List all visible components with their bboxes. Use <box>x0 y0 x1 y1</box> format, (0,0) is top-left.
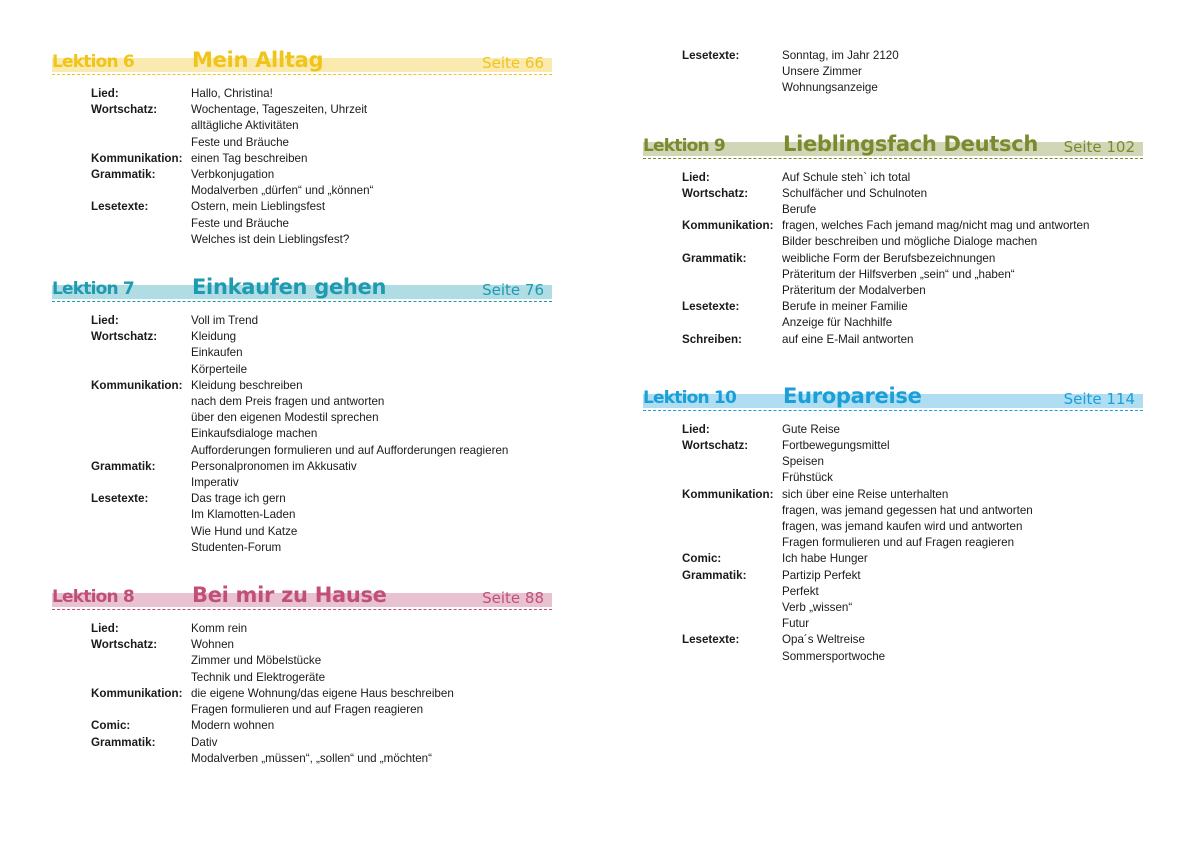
topic-row <box>643 48 1143 97</box>
topic-items <box>782 632 1143 664</box>
lesson-number: Lektion 6 <box>52 52 134 72</box>
topic-items <box>191 491 552 556</box>
topic-item: weibliche Form der Berufsbezeichnungen <box>782 251 996 265</box>
topic-label: Kommunikation: <box>682 487 774 501</box>
topic-item: Personalpronomen im Akkusativ <box>191 459 357 473</box>
header-dashed-rule <box>52 609 552 610</box>
continuation-section <box>643 48 1143 97</box>
topic-item: sich über eine Reise unterhalten <box>782 487 949 501</box>
topic-row <box>643 218 1143 250</box>
topic-row <box>52 151 552 167</box>
lesson-section <box>52 583 552 767</box>
topic-row <box>52 718 552 734</box>
topic-row <box>52 329 552 378</box>
topic-label: Kommunikation: <box>91 686 183 700</box>
topic-item: einen Tag beschreiben <box>191 151 308 165</box>
topic-item: Dativ <box>191 735 218 749</box>
topic-item: Schulfächer und Schulnoten <box>782 186 928 200</box>
topic-items <box>782 186 1143 218</box>
lesson-section <box>52 48 552 248</box>
topic-label: Wortschatz: <box>91 638 158 652</box>
topic-item: Frühstück <box>782 471 833 485</box>
topic-item: Kleidung <box>191 330 237 344</box>
topic-label: Lesetexte: <box>682 633 740 647</box>
topic-items <box>782 487 1143 552</box>
topic-row <box>52 102 552 151</box>
lesson-page: Seite 114 <box>1063 389 1135 408</box>
lesson-number: Lektion 8 <box>52 587 134 608</box>
topic-item: Im Klamotten-Laden <box>191 508 296 522</box>
topic-label: Lesetexte: <box>91 492 149 506</box>
left-column <box>52 48 552 767</box>
topic-row <box>643 438 1143 487</box>
topic-item: Technik und Elektrogeräte <box>191 670 326 684</box>
lesson-title: Mein Alltag <box>192 48 324 72</box>
topic-items <box>191 378 552 459</box>
topic-row <box>643 332 1143 348</box>
topic-item: Zimmer und Möbelstücke <box>191 654 322 668</box>
topic-item: Speisen <box>782 455 824 469</box>
topic-label: Grammatik: <box>91 735 156 749</box>
topic-item: Berufe <box>782 203 817 217</box>
topic-label: Lied: <box>91 314 119 328</box>
topic-item: Aufforderungen formulieren und auf Aufforderungen reagieren <box>191 443 509 457</box>
topic-item: auf eine E-Mail antworten <box>782 332 914 346</box>
topic-item: Körperteile <box>191 362 248 376</box>
topic-item: Modalverben „dürfen“ und „können“ <box>191 184 374 198</box>
topic-items <box>191 102 552 151</box>
lesson-section <box>643 384 1143 665</box>
topic-items <box>782 438 1143 487</box>
topic-item: Partizip Perfekt <box>782 568 861 582</box>
topic-items <box>191 735 552 767</box>
header-dashed-rule <box>52 301 552 302</box>
topic-item: Berufe in meiner Familie <box>782 300 908 314</box>
topic-row <box>52 621 552 637</box>
topic-items <box>191 637 552 686</box>
right-column <box>643 48 1143 665</box>
topic-label: Grammatik: <box>91 459 156 473</box>
topic-item: Wochentage, Tageszeiten, Uhrzeit <box>191 103 368 117</box>
topic-item: Modalverben „müssen“, „sollen“ und „möchten“ <box>191 751 432 765</box>
topic-label: Wortschatz: <box>682 439 749 453</box>
topic-items <box>191 151 552 167</box>
topic-label: Lied: <box>682 422 710 436</box>
topic-row <box>643 170 1143 186</box>
topic-item: Wohnen <box>191 638 234 652</box>
topic-item: Feste und Bräuche <box>191 216 289 230</box>
topic-item: Sonntag, im Jahr 2120 <box>782 49 899 62</box>
topic-row <box>52 378 552 459</box>
topic-item: Einkaufsdialoge machen <box>191 427 318 441</box>
topic-item: Imperativ <box>191 476 239 490</box>
topic-items <box>191 621 552 637</box>
topic-items <box>191 718 552 734</box>
topic-row <box>643 299 1143 331</box>
topic-label: Lied: <box>682 170 710 184</box>
lesson-title: Europareise <box>783 383 922 408</box>
topic-row <box>52 637 552 686</box>
topic-row <box>643 632 1143 664</box>
topic-items <box>782 332 1143 348</box>
topic-items <box>782 551 1143 567</box>
topic-items <box>782 568 1143 633</box>
topic-label: Kommunikation: <box>91 378 183 392</box>
lesson-header <box>52 48 552 78</box>
topic-label: Kommunikation: <box>682 219 774 233</box>
topic-items <box>191 167 552 199</box>
topic-item: Verbkonjugation <box>191 168 275 182</box>
topic-row <box>643 568 1143 633</box>
topic-label: Kommunikation: <box>91 151 183 165</box>
topic-label: Lesetexte: <box>91 200 149 214</box>
topic-label: Lesetexte: <box>682 300 740 314</box>
topic-item: fragen, was jemand gegessen hat und antworten <box>782 503 1033 517</box>
header-dashed-rule <box>52 74 552 75</box>
topic-label: Grammatik: <box>682 568 747 582</box>
topic-item: Kleidung beschreiben <box>191 378 303 392</box>
topic-item: Präteritum der Modalverben <box>782 284 926 298</box>
lesson-header <box>52 275 552 305</box>
lesson-page: Seite 66 <box>482 54 544 72</box>
topic-item: Komm rein <box>191 622 248 636</box>
lesson-page: Seite 102 <box>1063 137 1135 156</box>
topic-items <box>191 86 552 102</box>
header-dashed-rule <box>643 410 1143 411</box>
topic-item: Unsere Zimmer <box>782 65 862 79</box>
topic-label: Grammatik: <box>682 251 747 265</box>
topic-label: Schreiben: <box>682 332 742 346</box>
topic-item: Einkaufen <box>191 346 243 360</box>
topic-item: Studenten-Forum <box>191 540 282 554</box>
lesson-page: Seite 88 <box>482 589 544 608</box>
topic-items <box>191 313 552 329</box>
topic-row <box>643 251 1143 300</box>
topic-row <box>52 459 552 491</box>
lesson-title: Lieblingsfach Deutsch <box>783 131 1039 156</box>
topic-row <box>52 686 552 718</box>
topic-item: Futur <box>782 617 810 631</box>
topic-items <box>782 218 1143 250</box>
topic-item: Anzeige für Nachhilfe <box>782 316 893 330</box>
topic-items <box>782 170 1143 186</box>
topic-item: Präteritum der Hilfsverben „sein“ und „haben“ <box>782 267 1015 281</box>
lesson-section <box>643 132 1143 348</box>
topic-items <box>191 686 552 718</box>
topic-label: Wortschatz: <box>91 103 158 117</box>
topic-items <box>782 299 1143 331</box>
lesson-header <box>643 384 1143 414</box>
topic-row <box>52 491 552 556</box>
lesson-header <box>52 583 552 613</box>
header-dashed-rule <box>643 158 1143 159</box>
topic-label: Comic: <box>682 552 722 566</box>
topic-row <box>52 167 552 199</box>
topic-item: Wie Hund und Katze <box>191 524 298 538</box>
topic-row <box>643 186 1143 218</box>
topic-label: Grammatik: <box>91 168 156 182</box>
topic-items <box>191 459 552 491</box>
lesson-section <box>52 275 552 556</box>
topic-item: Auf Schule steh` ich total <box>782 170 911 184</box>
topic-item: Feste und Bräuche <box>191 135 289 149</box>
topic-item: Ostern, mein Lieblingsfest <box>191 200 326 214</box>
lesson-number: Lektion 9 <box>643 135 725 156</box>
topic-item: Opa´s Weltreise <box>782 633 865 647</box>
topic-item: Hallo, Christina! <box>191 87 273 100</box>
topic-item: Ich habe Hunger <box>782 552 868 566</box>
topic-item: Wohnungsanzeige <box>782 81 878 95</box>
topic-items <box>191 199 552 248</box>
topic-label: Wortschatz: <box>91 330 158 344</box>
lesson-page: Seite 76 <box>482 281 544 300</box>
topic-row <box>52 199 552 248</box>
topic-item: fragen, was jemand kaufen wird und antworten <box>782 520 1023 534</box>
topic-row <box>52 313 552 329</box>
topic-item: Fragen formulieren und auf Fragen reagieren <box>782 536 1015 550</box>
topic-row <box>52 86 552 102</box>
topic-item: Gute Reise <box>782 422 840 436</box>
topic-item: nach dem Preis fragen und antworten <box>191 395 385 409</box>
topic-item: Perfekt <box>782 584 819 598</box>
topic-item: Verb „wissen“ <box>782 601 853 615</box>
topic-item: Fortbewegungsmittel <box>782 439 890 453</box>
topic-row <box>643 487 1143 552</box>
lesson-number: Lektion 7 <box>52 279 134 300</box>
topic-item: Modern wohnen <box>191 719 275 733</box>
topic-item: fragen, welches Fach jemand mag/nicht mag und antworten <box>782 219 1090 233</box>
topic-item: über den eigenen Modestil sprechen <box>191 411 379 425</box>
topic-label: Lied: <box>91 87 119 100</box>
topic-label: Comic: <box>91 719 131 733</box>
lesson-title: Bei mir zu Hause <box>192 583 387 608</box>
topic-items <box>782 48 1143 97</box>
topic-item: Fragen formulieren und auf Fragen reagieren <box>191 703 424 717</box>
topic-label: Lied: <box>91 622 119 636</box>
lesson-title: Einkaufen gehen <box>192 275 387 300</box>
topic-item: Welches ist dein Lieblingsfest? <box>191 232 350 246</box>
topic-items <box>782 422 1143 438</box>
topic-row <box>643 551 1143 567</box>
lesson-header <box>643 132 1143 162</box>
lesson-number: Lektion 10 <box>643 387 736 408</box>
topic-item: alltägliche Aktivitäten <box>191 119 299 133</box>
topic-items <box>191 329 552 378</box>
topic-label: Lesetexte: <box>682 49 740 62</box>
topic-row <box>643 422 1143 438</box>
topic-label: Wortschatz: <box>682 186 749 200</box>
topic-item: die eigene Wohnung/das eigene Haus beschreiben <box>191 686 454 700</box>
topic-row <box>52 735 552 767</box>
topic-item: Das trage ich gern <box>191 492 286 506</box>
topic-item: Voll im Trend <box>191 314 259 328</box>
topic-items <box>782 251 1143 300</box>
topic-item: Bilder beschreiben und mögliche Dialoge machen <box>782 235 1038 249</box>
topic-item: Sommersportwoche <box>782 649 886 663</box>
